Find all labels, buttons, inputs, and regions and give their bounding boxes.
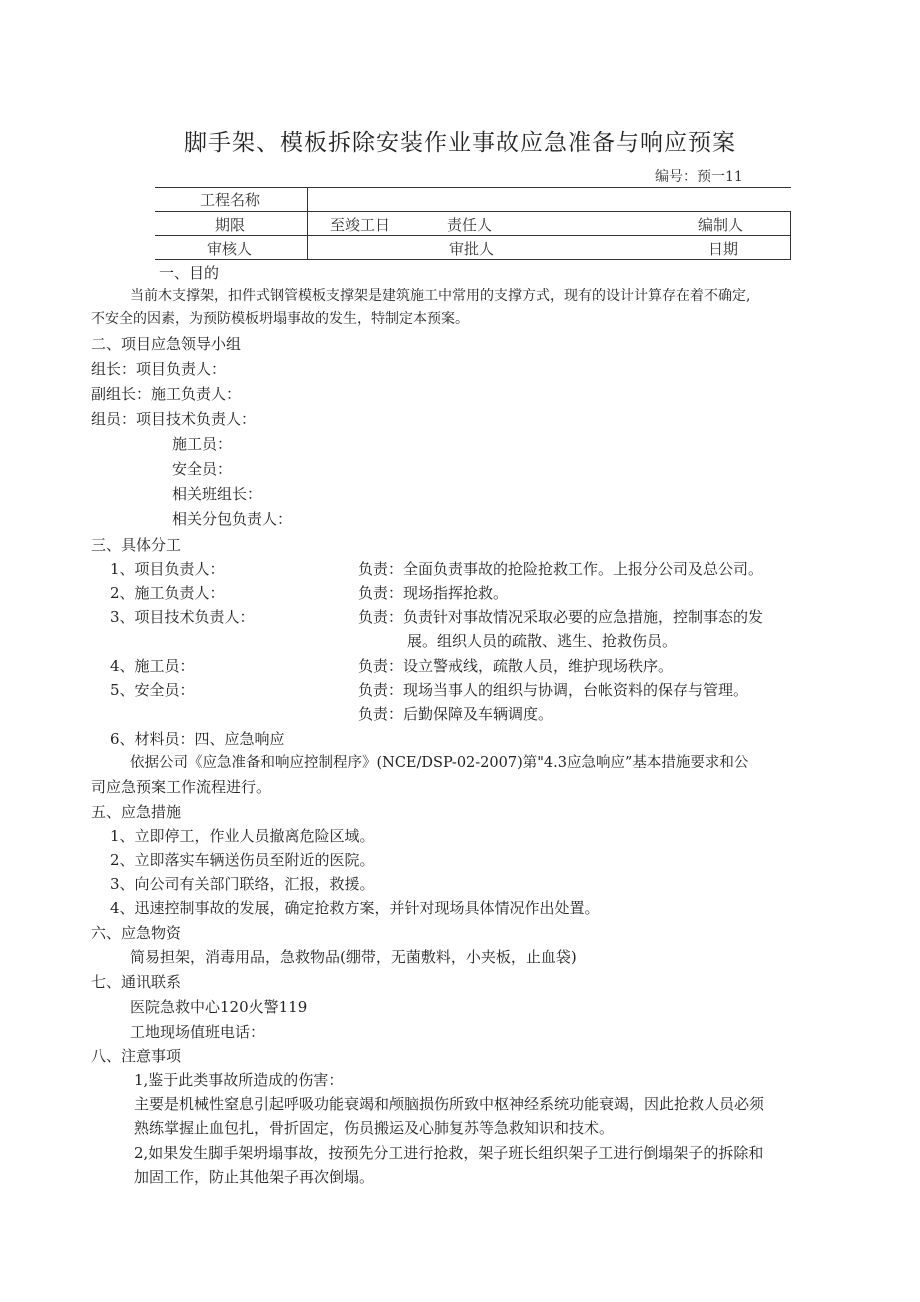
site-duty-phone: 工地现场值班电话： bbox=[130, 1023, 266, 1041]
section-1-heading: 一、目的 bbox=[159, 264, 220, 282]
date-label: 日期 bbox=[708, 240, 739, 258]
measure-item: 3、向公司有关部门联络，汇报，救援。 bbox=[110, 875, 375, 893]
table-right-border bbox=[790, 211, 791, 260]
measure-item: 1、立即停工，作业人员撤离危险区域。 bbox=[110, 827, 375, 845]
table-row-border bbox=[155, 211, 791, 212]
section-1-paragraph-line: 不安全的因素，为预防模板坍塌事故的发生，特制定本预案。 bbox=[91, 311, 469, 327]
section-4-paragraph-line: 司应急预案工作流程进行。 bbox=[91, 778, 272, 796]
measure-item: 4、迅速控制事故的发展，确定抢救方案，并针对现场具体情况作出处置。 bbox=[110, 899, 600, 917]
duty-text: 负责：后勤保障及车辆调度。 bbox=[358, 705, 554, 723]
role-label: 4、施工员： bbox=[110, 657, 195, 675]
duty-text: 负责：负责针对事故情况采取必要的应急措施，控制事态的发 bbox=[358, 608, 764, 626]
note-line: 1,鉴于此类事故所造成的伤害： bbox=[134, 1071, 344, 1089]
emergency-numbers: 医院急救中心120火警119 bbox=[130, 998, 308, 1016]
section-8-heading: 八、注意事项 bbox=[91, 1047, 182, 1065]
approver-label: 审批人 bbox=[449, 240, 495, 258]
section-4-paragraph-line: 依据公司《应急准备和响应控制程序》(NCE/DSP-02-2007)第"4.3应急响应”基本措施要求和公 bbox=[130, 755, 749, 771]
role-label: 1、项目负责人： bbox=[110, 560, 225, 578]
section-7-heading: 七、通讯联系 bbox=[91, 973, 182, 991]
header-table bbox=[155, 187, 791, 260]
note-line: 2,如果发生脚手架坍塌事故，按预先分工进行抢救，架子班长组织架子工进行倒塌架子的拆除和 bbox=[134, 1144, 764, 1162]
deputy-leader-line: 副组长：施工负责人： bbox=[91, 385, 242, 403]
table-column-border bbox=[307, 187, 308, 260]
section-5-heading: 五、应急措施 bbox=[91, 803, 182, 821]
role-label: 3、项目技术负责人： bbox=[110, 608, 255, 626]
supplies-text: 简易担架，消毒用品，急救物品(绷带，无菌敷料，小夹板，止血袋) bbox=[130, 948, 577, 966]
editor-label: 编制人 bbox=[698, 216, 744, 234]
note-line: 熟练掌握止血包扎，骨折固定，伤员搬运及心肺复苏等急救知识和技术。 bbox=[134, 1119, 615, 1137]
duty-text: 负责：现场当事人的组织与协调，台帐资料的保存与管理。 bbox=[358, 681, 749, 699]
role-label: 2、施工负责人： bbox=[110, 584, 225, 602]
section-3-heading: 三、具体分工 bbox=[91, 536, 182, 554]
section-1-paragraph-line: 当前木支撑架，扣件式钢管模板支撑架是建筑施工中常用的支撑方式，现有的设计计算存在着不确定, bbox=[130, 288, 751, 304]
member-line: 相关分包负责人： bbox=[172, 510, 293, 528]
measure-item: 2、立即落实车辆送伤员至附近的医院。 bbox=[110, 851, 375, 869]
section-6-heading: 六、应急物资 bbox=[91, 924, 182, 942]
project-name-label: 工程名称 bbox=[200, 191, 261, 209]
duty-text: 负责：全面负责事故的抢险抢救工作。上报分公司及总公司。 bbox=[358, 560, 764, 578]
role-label-with-section-4-heading: 6、材料员：四、应急响应 bbox=[110, 730, 285, 748]
note-line: 加固工作，防止其他架子再次倒塌。 bbox=[134, 1168, 375, 1186]
member-line: 安全员： bbox=[172, 460, 233, 478]
role-label: 5、安全员： bbox=[110, 681, 195, 699]
member-line: 相关班组长： bbox=[172, 485, 263, 503]
reviewer-label: 审核人 bbox=[207, 240, 253, 258]
table-bottom-border bbox=[155, 259, 791, 260]
section-2-heading: 二、项目应急领导小组 bbox=[91, 335, 242, 353]
table-row-border bbox=[155, 235, 791, 236]
duty-text: 负责：设立警戒线，疏散人员，维护现场秩序。 bbox=[358, 657, 674, 675]
table-top-border bbox=[155, 187, 791, 188]
period-label: 期限 bbox=[215, 216, 246, 234]
document-code: 编号：预一11 bbox=[655, 169, 743, 185]
note-line: 主要是机械性窒息引起呼吸功能衰竭和颅脑损伤所致中枢神经系统功能衰竭，因此抢救人员必须 bbox=[134, 1095, 765, 1113]
duty-text: 负责：现场指挥抢救。 bbox=[358, 584, 509, 602]
member-line: 施工员： bbox=[172, 435, 233, 453]
completion-label: 至竣工日 bbox=[330, 216, 391, 234]
leader-line: 组长：项目负责人： bbox=[91, 360, 227, 378]
duty-text-continued: 展。组织人员的疏散、逃生、抢救伤员。 bbox=[407, 632, 678, 650]
document-title: 脚手架、模板拆除安装作业事故应急准备与响应预案 bbox=[184, 130, 736, 156]
members-line: 组员：项目技术负责人： bbox=[91, 410, 257, 428]
responsible-label: 责任人 bbox=[447, 216, 493, 234]
